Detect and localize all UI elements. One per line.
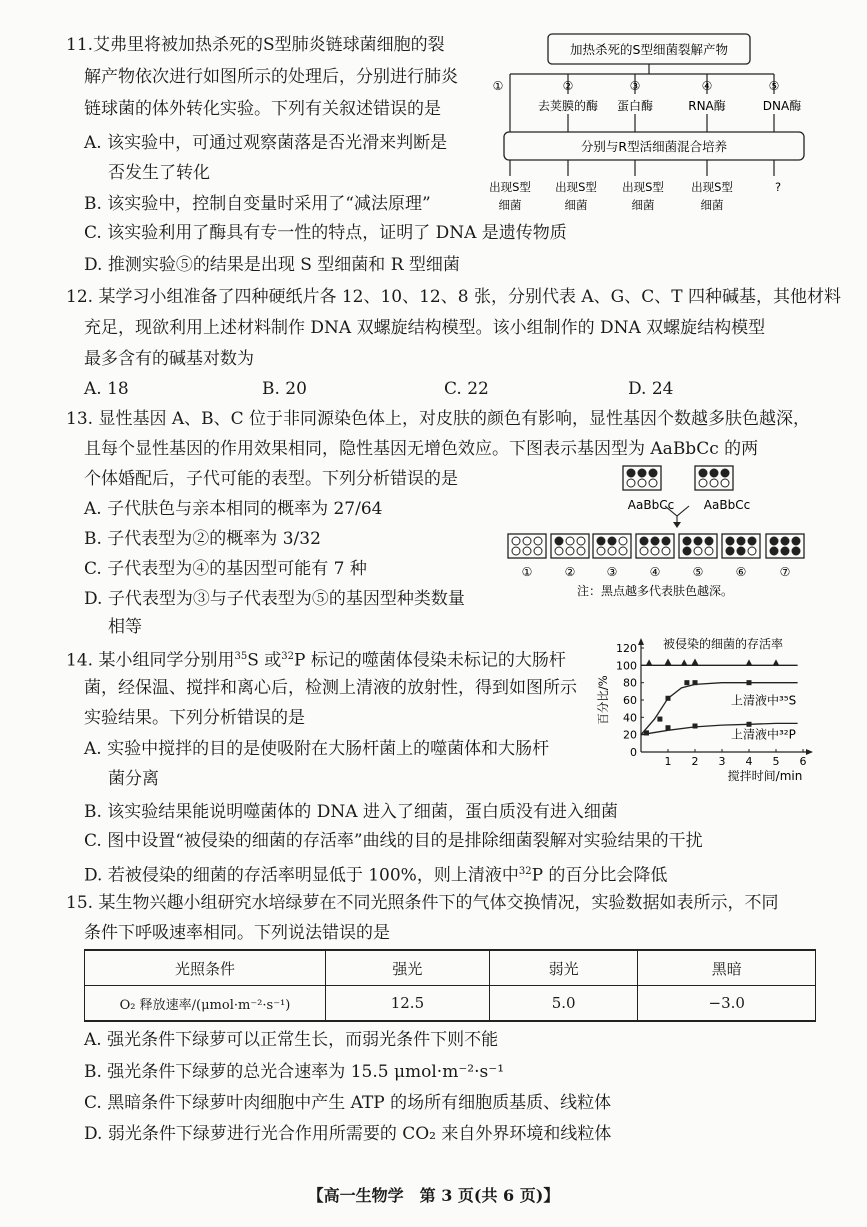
- survival-point: [665, 658, 672, 665]
- offspring-box-3-dot: [597, 537, 605, 545]
- offspring-box-6-dot: [748, 537, 756, 545]
- parent-box-left-dot: [649, 469, 657, 477]
- offspring-box-2-dot: [577, 547, 585, 555]
- q14-stem-part1: 14. 某小组同学分别用: [66, 650, 235, 671]
- table-value-strong: 12.5: [326, 986, 490, 1022]
- parent-genotype-right: AaBbCc: [703, 498, 751, 512]
- diagram-result-3b: 细菌: [631, 198, 655, 212]
- chart-xlabel: 搅拌时间/min: [727, 769, 803, 783]
- q11-stem-line2: 解产物依次进行如图所示的处理后，分别进行肺炎: [84, 67, 458, 87]
- offspring-box-6-dot: [726, 547, 734, 555]
- diagram-result-4b: 细菌: [700, 198, 724, 212]
- q14-option-c: C. 图中设置“被侵染的细菌的存活率”曲线的目的是排除细菌裂解对实验结果的干扰: [84, 831, 703, 851]
- table-value-weak: 5.0: [489, 986, 638, 1022]
- offspring-box-6-dot: [737, 547, 745, 555]
- diagram-num-4: ④: [701, 79, 713, 93]
- q13-phenotype-diagram: [505, 462, 810, 602]
- offspring-box-5-dot: [694, 537, 702, 545]
- table-value-dark: −3.0: [638, 986, 816, 1022]
- q11-option-a-line2: 否发生了转化: [108, 163, 210, 183]
- diagram-num-5: ⑤: [768, 79, 780, 93]
- chart-title: 被侵染的细菌的存活率: [663, 637, 784, 651]
- page-footer: 【高一生物学 第 3 页(共 6 页)】: [307, 1186, 560, 1205]
- survival-point: [646, 659, 653, 666]
- offspring-box-7-dot: [792, 547, 800, 555]
- q13-stem-line2: 且每个显性基因的作用效果相同，隐性基因无增色效应。下图表示基因型为 AaBbCc 的两: [84, 439, 759, 459]
- offspring-num-6: ⑥: [735, 565, 747, 579]
- sup-32: 32: [281, 651, 294, 662]
- q14-stem-line3: 实验结果。下列分析错误的是: [84, 708, 305, 728]
- offspring-num-4: ④: [649, 565, 661, 579]
- chart-ylabel: 百分比/%: [596, 675, 610, 725]
- diagram-result-2b: 细菌: [564, 198, 588, 212]
- series-label-32p: 上清液中³²P: [731, 727, 796, 742]
- y-tick-label: 40: [623, 711, 637, 725]
- diagram-num-1: ①: [492, 79, 504, 93]
- y-axis-arrow: [638, 638, 644, 645]
- q13-option-a: A. 子代肤色与亲本相同的概率为 27/64: [84, 499, 383, 519]
- q11-option-d: D. 推测实验⑤的结果是出现 S 型细菌和 R 型细菌: [84, 255, 460, 275]
- parent-genotype-left: AaBbCc: [627, 498, 675, 512]
- parent-box-right-dot: [721, 479, 729, 487]
- q13-option-d-line2: 相等: [108, 617, 142, 637]
- q15-stem-line1: 15. 某生物兴趣小组研究水培绿萝在不同光照条件下的气体交换情况，实验数据如表所示，不同: [66, 893, 779, 913]
- point-32p: [666, 725, 671, 730]
- point-32p: [644, 730, 649, 735]
- diagram-result-1a: 出现S型: [489, 180, 531, 194]
- q12-option-d: D. 24: [628, 379, 674, 399]
- q14-stem-part2: S 或: [247, 650, 282, 671]
- parent-box-right-dot: [699, 479, 707, 487]
- offspring-box-2-dot: [555, 537, 563, 545]
- diagram-top-label: 加热杀死的S型细菌裂解产物: [570, 42, 728, 57]
- diagram-result-5: ?: [774, 180, 782, 194]
- offspring-box-1-dot: [534, 537, 542, 545]
- q13-option-c: C. 子代表型为④的基因型可能有 7 种: [84, 559, 367, 579]
- q12-stem-line2: 充足，现欲利用上述材料制作 DNA 双螺旋结构模型。该小组制作的 DNA 双螺旋结构模型: [84, 318, 766, 338]
- point-35s: [684, 680, 689, 685]
- offspring-num-7: ⑦: [779, 565, 791, 579]
- offspring-box-5-dot: [705, 537, 713, 545]
- q13-stem-line1: 13. 显性基因 A、B、C 位于非同源染色体上，对皮肤的颜色有影响，显性基因个数越多肤色越深，: [66, 409, 811, 429]
- offspring-box-5-dot: [705, 547, 713, 555]
- offspring-box-6-dot: [726, 537, 734, 545]
- survival-point: [746, 659, 753, 666]
- y-tick-label: 100: [616, 659, 637, 673]
- q15-stem-line2: 条件下呼吸速率相同。下列说法错误的是: [84, 923, 390, 943]
- point-32p: [693, 724, 698, 729]
- diagram-result-3a: 出现S型: [622, 180, 664, 194]
- parent-box-right-dot: [710, 479, 718, 487]
- point-32p: [747, 722, 752, 727]
- sup-35: 35: [234, 651, 248, 662]
- diagram-num-3: ③: [629, 79, 641, 93]
- q11-option-c: C. 该实验利用了酶具有专一性的特点，证明了 DNA 是遗传物质: [84, 223, 567, 243]
- q12-option-c: C. 22: [444, 379, 489, 399]
- diagram-enzyme-3: RNA酶: [688, 99, 726, 113]
- table-head-strong: 强光: [326, 950, 490, 986]
- x-tick-label: 3: [718, 755, 726, 768]
- q15-option-b: B. 强光条件下绿萝的总光合速率为 15.5 μmol·m⁻²·s⁻¹: [84, 1062, 505, 1082]
- diagram-enzyme-2: 蛋白酶: [616, 99, 654, 113]
- table-head-weak: 弱光: [489, 950, 638, 986]
- diagram-note: 注：黑点越多代表肤色越深。: [576, 584, 734, 598]
- survival-point: [692, 658, 699, 665]
- q11-flow-diagram: [478, 30, 820, 220]
- diagram-enzyme-1: 去荚膜的酶: [537, 99, 599, 113]
- offspring-num-3: ③: [606, 565, 618, 579]
- survival-point: [773, 659, 780, 666]
- q14-stem-line2: 菌，经保温、搅拌和离心后，检测上清液的放射性，得到如图所示: [84, 678, 577, 698]
- offspring-box-3-dot: [608, 547, 616, 555]
- offspring-box-3-dot: [597, 547, 605, 555]
- parent-box-left-dot: [649, 479, 657, 487]
- survival-point: [681, 659, 688, 666]
- offspring-box-5-dot: [683, 547, 691, 555]
- q14-stem-part3: P 标记的噬菌体侵染未标记的大肠杆: [293, 650, 566, 671]
- q14-option-d-part1: D. 若被侵染的细菌的存活率明显低于 100%，则上清液中: [84, 865, 519, 886]
- series-label-35s: 上清液中³⁵S: [731, 693, 797, 708]
- q14-stem-line1: [66, 641, 566, 677]
- q12-option-b: B. 20: [262, 379, 307, 399]
- q15-option-d: D. 弱光条件下绿萝进行光合作用所需要的 CO₂ 来自外界环境和线粒体: [84, 1124, 612, 1144]
- offspring-num-2: ②: [564, 565, 576, 579]
- offspring-box-2-dot: [566, 537, 574, 545]
- point-35s: [747, 680, 752, 685]
- diagram-result-1b: 细菌: [498, 198, 522, 212]
- x-tick-label: 4: [745, 755, 753, 768]
- q15-option-a: A. 强光条件下绿萝可以正常生长，而弱光条件下则不能: [84, 1030, 499, 1050]
- offspring-box-1-dot: [523, 537, 531, 545]
- y-tick-label: 80: [623, 676, 637, 690]
- table-row: [85, 986, 816, 1022]
- q14-line-chart: [595, 636, 820, 786]
- offspring-box-4-dot: [640, 537, 648, 545]
- offspring-num-5: ⑤: [692, 565, 704, 579]
- q15-data-table: [84, 949, 816, 1022]
- q14-option-d: [84, 856, 667, 892]
- offspring-box-1-dot: [512, 537, 520, 545]
- q11-stem-line1: 11.艾弗里将被加热杀死的S型肺炎链球菌细胞的裂: [66, 35, 445, 55]
- table-header-row: [85, 950, 816, 986]
- offspring-box-1-dot: [534, 547, 542, 555]
- offspring-box-5-dot: [694, 547, 702, 555]
- y-tick-label: 20: [623, 728, 637, 742]
- parent-box-right-dot: [721, 469, 729, 477]
- point-35s: [693, 680, 698, 685]
- parent-box-right-dot: [710, 469, 718, 477]
- offspring-num-1: ①: [521, 565, 533, 579]
- offspring-box-7-dot: [770, 547, 778, 555]
- x-tick-label: 2: [691, 755, 699, 768]
- offspring-box-2-dot: [577, 537, 585, 545]
- q14-option-b: B. 该实验结果能说明噬菌体的 DNA 进入了细菌，蛋白质没有进入细菌: [84, 802, 618, 822]
- x-tick-label: 6: [799, 755, 807, 768]
- offspring-box-4-dot: [662, 537, 670, 545]
- parent-box-left-dot: [638, 479, 646, 487]
- offspring-box-7-dot: [781, 547, 789, 555]
- diagram-result-2a: 出现S型: [555, 180, 597, 194]
- offspring-box-7-dot: [770, 537, 778, 545]
- q14-option-a-line2: 菌分离: [108, 769, 159, 789]
- q13-option-b: B. 子代表型为②的概率为 3/32: [84, 529, 321, 549]
- offspring-box-4-dot: [651, 547, 659, 555]
- y-tick-label: 120: [616, 642, 637, 655]
- q11-option-b: B. 该实验中，控制自变量时采用了“减法原理”: [84, 194, 431, 214]
- offspring-box-2-dot: [555, 547, 563, 555]
- x-tick-label: 5: [772, 755, 780, 768]
- table-row-label: O₂ 释放速率/(μmol·m⁻²·s⁻¹): [85, 986, 326, 1022]
- table-head-dark: 黑暗: [638, 950, 816, 986]
- offspring-box-3-dot: [608, 537, 616, 545]
- parent-box-left-dot: [638, 469, 646, 477]
- q14-option-a-line1: A. 实验中搅拌的目的是使吸附在大肠杆菌上的噬菌体和大肠杆: [84, 739, 550, 759]
- q13-stem-line3: 个体婚配后，子代可能的表型。下列分析错误的是: [84, 469, 458, 489]
- x-axis-arrow: [806, 749, 813, 755]
- offspring-box-5-dot: [683, 537, 691, 545]
- diagram-result-4a: 出现S型: [691, 180, 733, 194]
- y-tick-label: 0: [630, 746, 637, 759]
- q12-stem-line3: 最多含有的碱基对数为: [84, 349, 254, 369]
- offspring-box-6-dot: [737, 537, 745, 545]
- offspring-box-7-dot: [781, 537, 789, 545]
- offspring-box-4-dot: [640, 547, 648, 555]
- parent-box-left-dot: [627, 479, 635, 487]
- parent-box-left-dot: [627, 469, 635, 477]
- offspring-box-3-dot: [619, 547, 627, 555]
- point-35s: [666, 696, 671, 701]
- q12-stem-line1: 12. 某学习小组准备了四种硬纸片各 12、10、12、8 张，分别代表 A、G、C、T 四种碱基，其他材料: [66, 287, 841, 307]
- point-35s: [657, 717, 662, 722]
- y-tick-label: 60: [623, 694, 637, 707]
- q13-option-d-line1: D. 子代表型为③与子代表型为⑤的基因型种类数量: [84, 589, 465, 609]
- diagram-enzyme-4: DNA酶: [762, 99, 802, 113]
- offspring-box-2-dot: [566, 547, 574, 555]
- offspring-box-3-dot: [619, 537, 627, 545]
- offspring-box-6-dot: [748, 547, 756, 555]
- diagram-num-2: ②: [562, 79, 574, 93]
- offspring-box-4-dot: [662, 547, 670, 555]
- parent-box-right-dot: [699, 469, 707, 477]
- offspring-box-1-dot: [523, 547, 531, 555]
- q12-option-a: A. 18: [84, 379, 129, 399]
- offspring-box-7-dot: [792, 537, 800, 545]
- diagram-mix-label: 分别与R型活细菌混合培养: [580, 139, 728, 154]
- offspring-box-1-dot: [512, 547, 520, 555]
- q11-stem-line3: 链球菌的体外转化实验。下列有关叙述错误的是: [84, 99, 441, 119]
- sup-32-d: 32: [518, 866, 532, 877]
- table-head-condition: 光照条件: [85, 950, 326, 986]
- x-tick-label: 1: [664, 755, 672, 768]
- q14-option-d-part2: P 的百分比会降低: [531, 865, 668, 886]
- offspring-box-4-dot: [651, 537, 659, 545]
- q15-option-c: C. 黑暗条件下绿萝叶肉细胞中产生 ATP 的场所有细胞质基质、线粒体: [84, 1093, 612, 1113]
- q11-option-a-line1: A. 该实验中，可通过观察菌落是否光滑来判断是: [84, 133, 448, 153]
